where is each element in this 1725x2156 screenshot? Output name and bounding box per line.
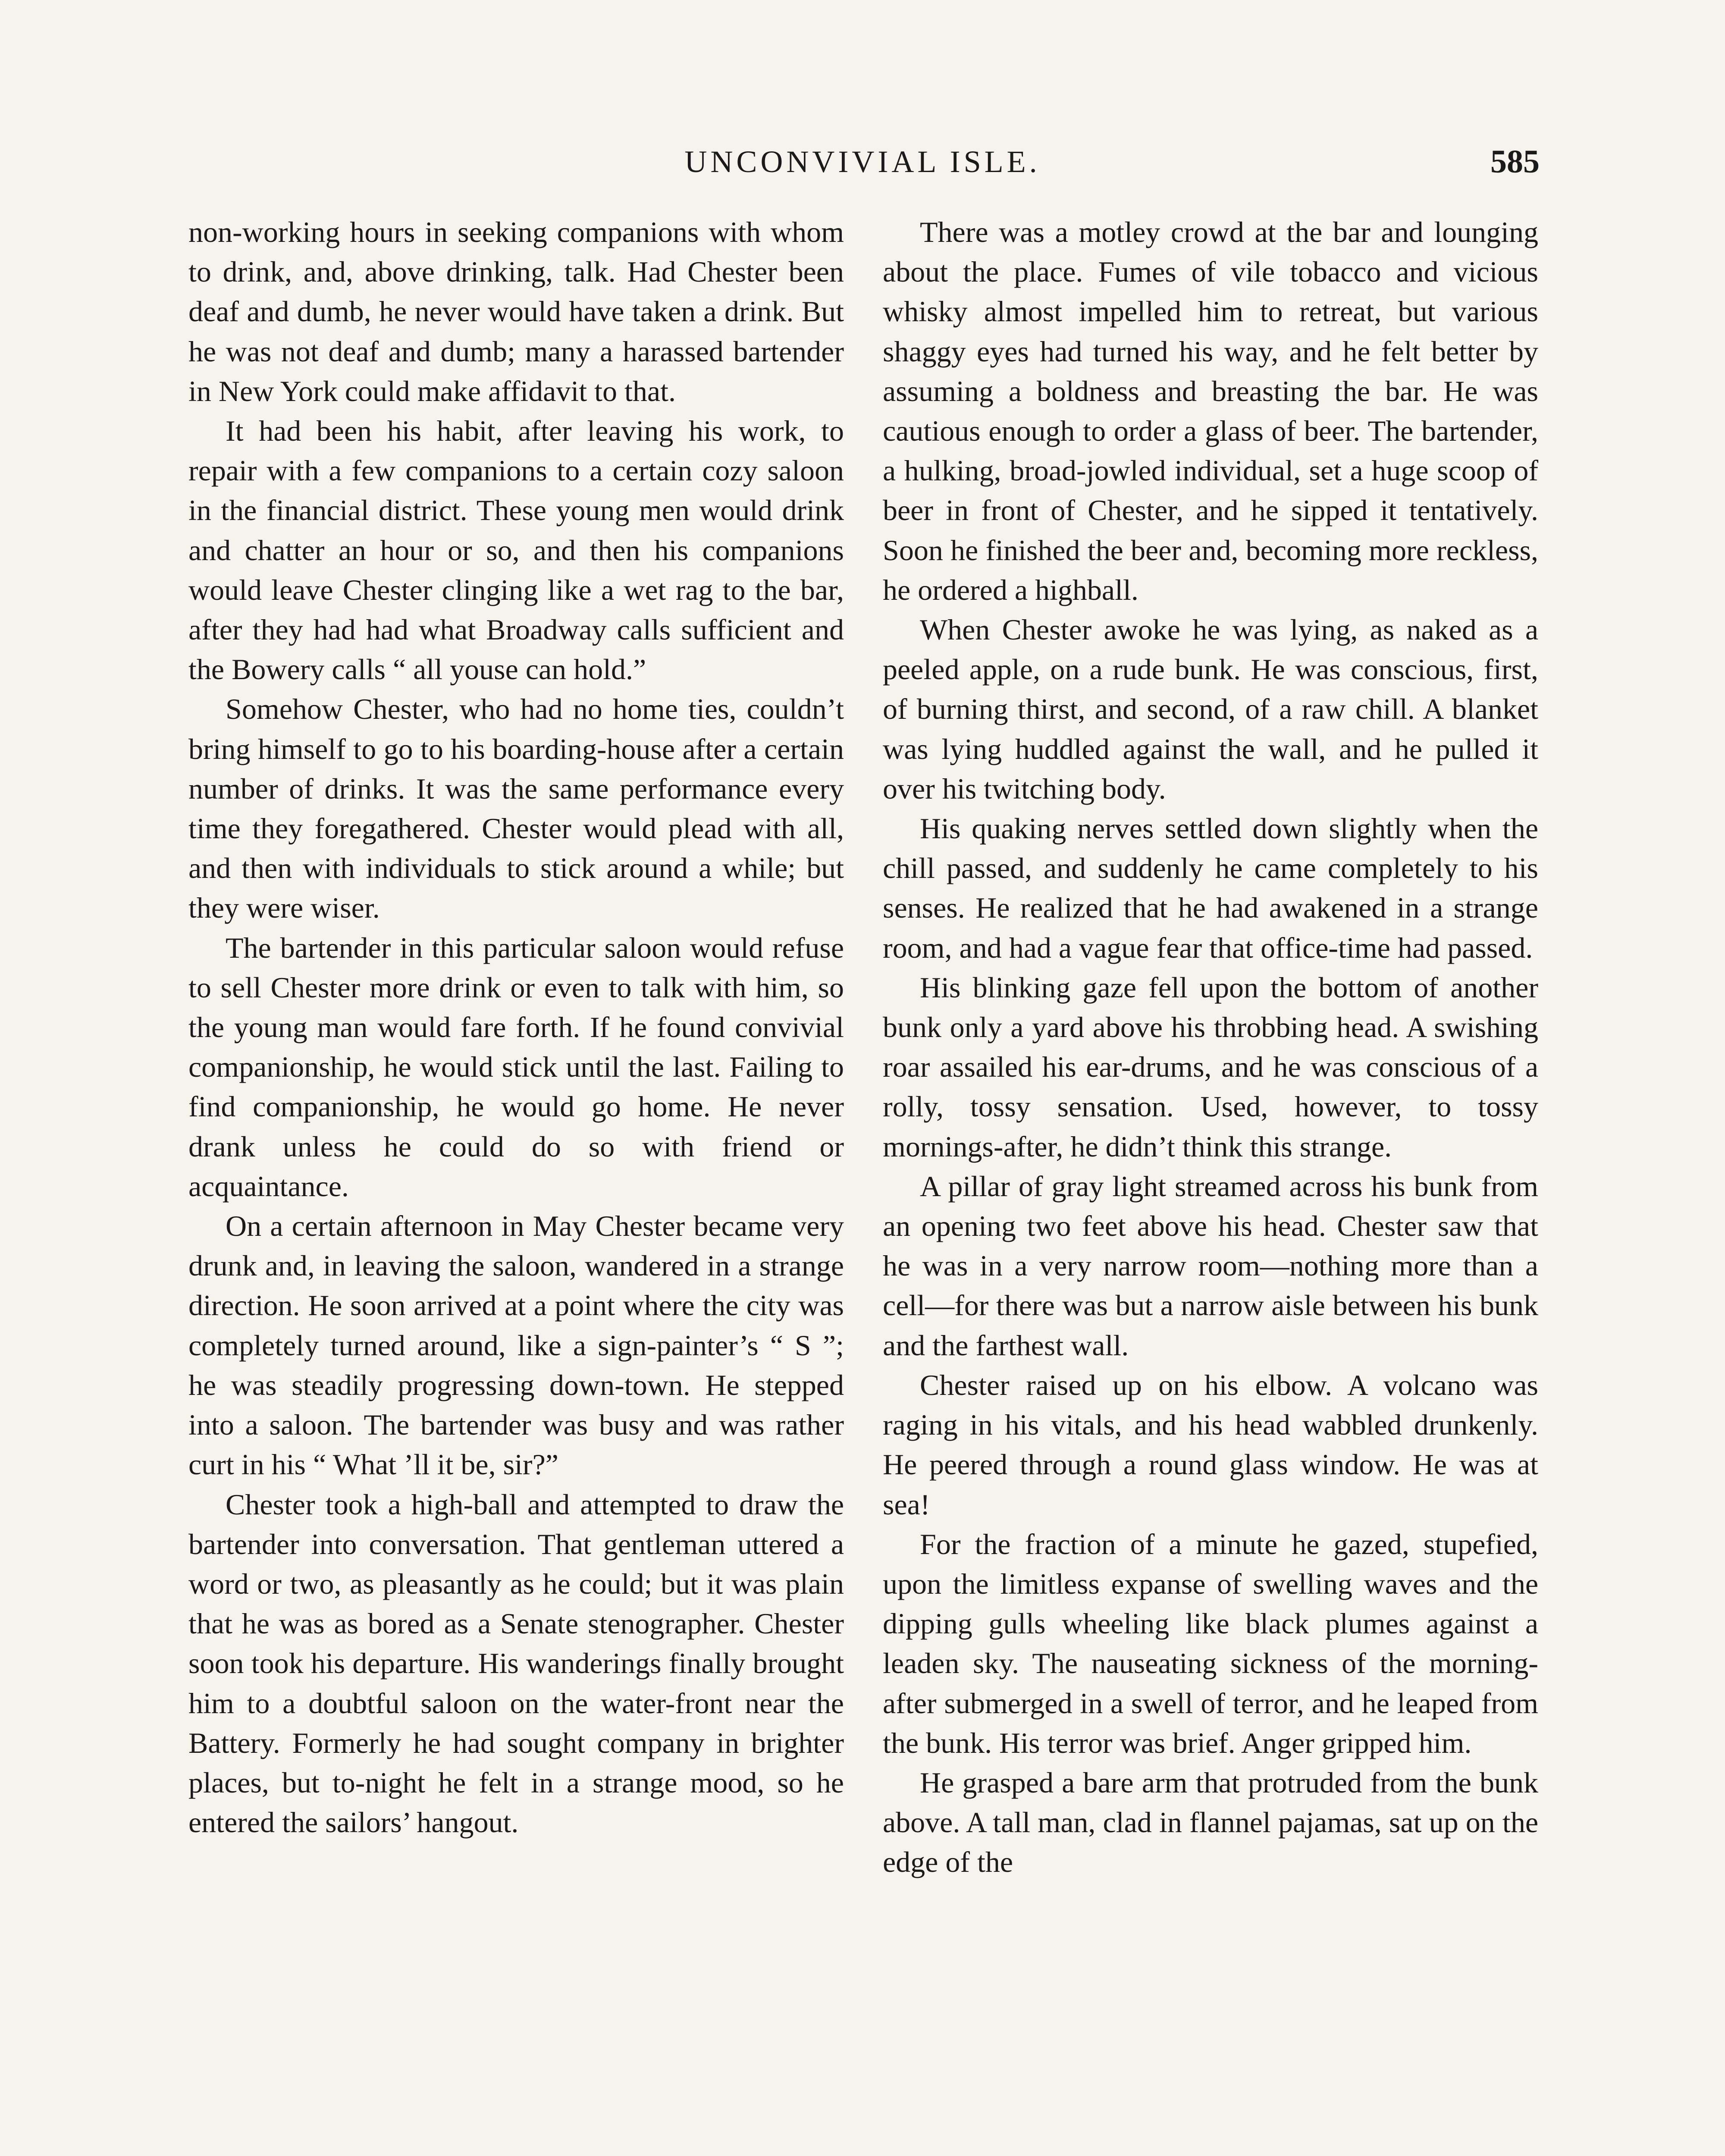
right-column [883,212,1538,1882]
paragraph: Chester took a high-ball and attempted to draw the bartender into conversation. That gentleman uttered a word or two, as pleasantly as he could; but it was plain that he was as bored as a Senate stenographer. Chester soon took his departure. His wanderings finally brought him to a doubtful saloon on the water-front near the Battery. Formerly he had sought company in brighter places, but to-night he felt in a strange mood, so he entered the sailors’ hangout. [188,1488,844,1839]
paragraph: On a certain afternoon in May Chester became very drunk and, in leaving the saloon, wandered in a strange direction. He soon arrived at a point where the city was completely turned around, like a sign-painter’s “ S ”; he was steadily progressing down-town. He stepped into a saloon. The bartender was busy and was rather curt in his “ What ’ll it be, sir?” [188,1210,844,1481]
paragraph: Somehow Chester, who had no home ties, couldn’t bring himself to go to his boarding-house after a certain number of drinks. It was the same performance every time they foregathered. Chester would plead with all, and then with individuals to stick around a while; but they were wiser. [188,693,844,924]
paragraph: Chester raised up on his elbow. A volcano was raging in his vitals, and his head wabbled drunkenly. He peered through a round glass window. He was at sea! [883,1368,1538,1521]
paragraph: His blinking gaze fell upon the bottom of another bunk only a yard above his throbbing head. A swishing roar assailed his ear-drums, and he was conscious of a rolly, tossy sensation. Used, however, to tossy mornings-after, he didn’t think this strange. [883,971,1538,1163]
paragraph: His quaking nerves settled down slightly when the chill passed, and suddenly he came completely to his senses. He realized that he had awakened in a strange room, and had a vague fear that office-time had passed. [883,812,1538,964]
paragraph: There was a motley crowd at the bar and lounging about the place. Fumes of vile tobacco and vicious whisky almost impelled him to retreat, but various shaggy eyes had turned his way, and he felt better by assuming a boldness and breasting the bar. He was cautious enough to order a glass of beer. The bartender, a hulking, broad-jowled individual, set a huge scoop of beer in front of Chester, and he sipped it tentatively. Soon he finished the beer and, becoming more reckless, he ordered a highball. [883,216,1538,606]
paragraph: When Chester awoke he was lying, as naked as a peeled apple, on a rude bunk. He was conscious, first, of burning thirst, and second, of a raw chill. A blanket was lying huddled against the wall, and he pulled it over his twitching body. [883,613,1538,805]
paragraph: The bartender in this particular saloon would refuse to sell Chester more drink or even to talk with him, so the young man would fare forth. If he found convivial companionship, he would stick until the last. Failing to find companionship, he would go home. He never drank unless he could do so with friend or acquaintance. [188,931,844,1203]
paragraph: non-working hours in seeking companions with whom to drink, and, above drinking, talk. Had Chester been deaf and dumb, he never would have taken a drink. But he was not deaf and dumb; many a harassed bartender in New York could make affidavit to that. [188,216,844,407]
running-title: UNCONVIVIAL ISLE. [684,144,1041,179]
paragraph: He grasped a bare arm that protruded from the bunk above. A tall man, clad in flannel pajamas, sat up on the edge of the [883,1766,1538,1879]
paragraph: It had been his habit, after leaving his work, to repair with a few companions to a certain cozy saloon in the financial district. These young men would drink and chatter an hour or so, and then his companions would leave Chester clinging like a wet rag to the bar, after they had had what Broadway calls sufficient and the Bowery calls “ all youse can hold.” [188,414,844,686]
left-column [188,212,844,1842]
page-header [185,138,1540,190]
paragraph: For the fraction of a minute he gazed, stupefied, upon the limitless expanse of swelling waves and the dipping gulls wheeling like black plumes against a leaden sky. The nauseating sickness of the morning-after submerged in a swell of terror, and he leaped from the bunk. His terror was brief. Anger gripped him. [883,1527,1538,1759]
paragraph: A pillar of gray light streamed across his bunk from an opening two feet above his head. Chester saw that he was in a very narrow room—nothing more than a cell—for there was but a narrow aisle between his bunk and the farthest wall. [883,1169,1538,1362]
page-number: 585 [1490,144,1540,180]
